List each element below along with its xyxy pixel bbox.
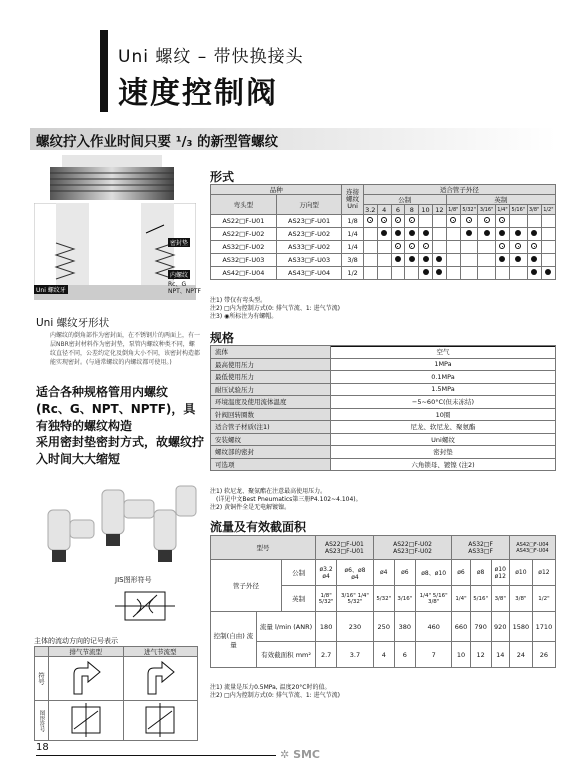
jis-symbol-label: JIS图形符号	[115, 576, 152, 584]
form-row	[211, 241, 556, 254]
flow-direction-title: 主体的流动方向的记号表示	[34, 637, 118, 645]
label-internal-thread: 内螺纹	[170, 272, 189, 279]
page-title: 速度控制阀	[118, 76, 278, 111]
form-row	[211, 228, 556, 241]
spec-value: −5~60°C(但未冻结)	[331, 396, 556, 409]
universal-model: AS33□F-U03	[276, 254, 342, 267]
jis-symbol	[115, 587, 175, 625]
smc-logo	[280, 748, 320, 761]
availability-cell	[495, 228, 509, 241]
metric-od: ø10	[509, 560, 532, 586]
availability-cell	[363, 267, 377, 280]
availability-cell	[363, 241, 377, 254]
availability-cell	[391, 241, 405, 254]
inch-od: 3/16"	[394, 586, 415, 612]
availability-cell	[541, 254, 555, 267]
dot-icon	[545, 269, 551, 275]
metric-size: 4	[377, 205, 391, 215]
thread-shape-title: Uni 螺纹牙形状	[36, 317, 110, 329]
metric-od: ø3.2 ø4	[316, 560, 337, 586]
dot-icon	[423, 256, 429, 262]
footer-rule	[36, 755, 276, 756]
flow-table	[210, 535, 556, 668]
effective-area: 26	[532, 642, 555, 668]
availability-cell	[419, 228, 433, 241]
inch-od: 3/8"	[509, 586, 532, 612]
spec-row	[211, 346, 556, 359]
availability-cell	[460, 241, 478, 254]
availability-cell	[405, 228, 419, 241]
spec-section-title: 规格	[210, 329, 556, 347]
spec-label: 环境温度及使用流体温度	[211, 396, 331, 409]
availability-cell	[405, 241, 419, 254]
availability-cell	[541, 228, 555, 241]
metric-size: 10	[419, 205, 433, 215]
availability-cell	[460, 228, 478, 241]
universal-model: AS23□F-U01	[276, 215, 342, 228]
inch-od: 1/4" 5/16" 3/8"	[415, 586, 452, 612]
h-inch-flow: 英制	[282, 586, 316, 612]
form-row	[211, 267, 556, 280]
spec-row	[211, 408, 556, 421]
bullseye-icon	[499, 243, 505, 249]
effective-area: 12	[470, 642, 491, 668]
bullseye-icon	[395, 217, 401, 223]
availability-cell	[527, 241, 541, 254]
spec-row	[211, 421, 556, 434]
form-note: 注2) □内为控制方式(0: 排气节流、1: 进气节流)	[210, 305, 340, 312]
availability-cell	[527, 254, 541, 267]
h-elbow: 弯头型	[211, 195, 277, 215]
availability-cell	[363, 215, 377, 228]
inch-size: 3/16"	[479, 206, 494, 213]
metric-od: ø12	[532, 560, 555, 586]
page-subtitle: Uni 螺纹 – 带快换接头	[118, 47, 304, 67]
availability-cell	[377, 228, 391, 241]
spec-row	[211, 371, 556, 384]
spec-value: Uni螺纹	[331, 433, 556, 446]
connect-thread: 1/4	[342, 228, 363, 241]
header-bar	[100, 30, 108, 112]
flow-rate: 1580	[509, 612, 532, 642]
form-table	[210, 184, 556, 280]
h-tube-od: 管子外径	[211, 560, 282, 612]
availability-cell	[432, 254, 446, 267]
inch-od: 1/8" 5/32"	[316, 586, 337, 612]
spec-value: 1.5MPa	[331, 383, 556, 396]
availability-cell	[391, 267, 405, 280]
inch-size: 1/8"	[448, 206, 459, 213]
availability-cell	[391, 254, 405, 267]
form-note: 注3) ◉所标注为有螺帽。	[210, 313, 278, 320]
availability-cell	[405, 267, 419, 280]
elbow-model: AS32□F-U02	[211, 241, 277, 254]
availability-cell	[391, 228, 405, 241]
flow-rate: 790	[470, 612, 491, 642]
availability-cell	[541, 215, 555, 228]
availability-cell	[446, 228, 460, 241]
dot-icon	[395, 256, 401, 262]
spec-label: 螺纹部的密封	[211, 446, 331, 459]
dot-icon	[436, 269, 442, 275]
availability-cell	[363, 228, 377, 241]
inch-od: 3/8"	[491, 586, 509, 612]
dot-icon	[409, 230, 415, 236]
bullseye-icon	[367, 217, 373, 223]
availability-cell	[377, 254, 391, 267]
spec-note: 注1) 软尼龙、聚氨酯在注意最高使用压力。	[210, 488, 327, 495]
col-intake: 进气节流型	[123, 647, 198, 657]
spec-value: 0.1MPa	[331, 371, 556, 384]
spec-label: 安装螺纹	[211, 433, 331, 446]
availability-cell	[419, 241, 433, 254]
row-symbol: 符号	[35, 657, 49, 701]
bullseye-icon	[515, 243, 521, 249]
availability-cell	[495, 215, 509, 228]
spec-row	[211, 446, 556, 459]
effective-area: 3.7	[337, 642, 374, 668]
metric-od: ø8、ø10	[415, 560, 452, 586]
availability-cell	[495, 254, 509, 267]
label-seal: 密封垫	[170, 240, 189, 247]
effective-area: 6	[394, 642, 415, 668]
col-exhaust: 排气节流型	[49, 647, 124, 657]
inch-od: 5/32"	[373, 586, 394, 612]
connect-thread: 3/8	[342, 254, 363, 267]
availability-cell	[363, 254, 377, 267]
availability-cell	[510, 241, 528, 254]
h-tube: 适合管子外径	[363, 185, 555, 195]
h-universal: 万向型	[276, 195, 342, 215]
inch-od: 5/16"	[470, 586, 491, 612]
spec-value: 空气	[331, 346, 556, 359]
availability-cell	[541, 241, 555, 254]
dot-icon	[499, 256, 505, 262]
availability-cell	[527, 215, 541, 228]
flow-note: 注1) 流量是压力0.5MPa, 温度20°C时的值。	[210, 684, 331, 691]
availability-cell	[405, 215, 419, 228]
model-col: AS42□F-U04 AS43□F-U04	[509, 536, 555, 560]
h-control: 控制(自由) 流量	[211, 612, 257, 668]
form-row	[211, 254, 556, 267]
elbow-model: AS42□F-U04	[211, 267, 277, 280]
exhaust-arrow-icon	[49, 657, 124, 701]
h-inch: 英制	[446, 195, 555, 205]
spec-label: 耐压试验压力	[211, 383, 331, 396]
intake-symbol-icon	[123, 701, 198, 741]
metric-size: 8	[405, 205, 419, 215]
dot-icon	[515, 256, 521, 262]
bullseye-icon	[409, 217, 415, 223]
bullseye-icon	[484, 217, 490, 223]
smc-logo-icon: ✲	[280, 748, 290, 761]
bullseye-icon	[499, 217, 505, 223]
availability-cell	[391, 215, 405, 228]
availability-cell	[460, 267, 478, 280]
availability-cell	[446, 241, 460, 254]
h-rate: 流量 l/min (ANR)	[257, 612, 316, 642]
effective-area: 10	[452, 642, 470, 668]
bullseye-icon	[531, 243, 537, 249]
h-metric-flow: 公制	[282, 560, 316, 586]
inch-size: 1/4"	[497, 206, 508, 213]
metric-size: 12	[432, 205, 446, 215]
availability-cell	[478, 267, 496, 280]
form-notes	[210, 297, 340, 321]
form-row	[211, 215, 556, 228]
spec-row	[211, 458, 556, 471]
availability-cell	[446, 254, 460, 267]
form-section-title: 形式	[210, 168, 556, 186]
inch-od: 1/2"	[532, 586, 555, 612]
page-number: 18	[36, 742, 49, 753]
bullseye-icon	[395, 243, 401, 249]
exhaust-symbol-icon	[49, 701, 124, 741]
spec-value: 10圈	[331, 408, 556, 421]
spec-value: 密封垫	[331, 446, 556, 459]
availability-cell	[446, 267, 460, 280]
flow-rate: 380	[394, 612, 415, 642]
flow-notes	[210, 684, 340, 700]
bullseye-icon	[381, 217, 387, 223]
spec-note: 注2) 黄铜件全是无电解镀镍。	[210, 504, 291, 511]
availability-cell	[446, 215, 460, 228]
model-col: AS22□F-U01 AS23□F-U01	[316, 536, 374, 560]
availability-cell	[478, 215, 496, 228]
thread-shape-description: 内螺纹的倒角部作为密封面，在不锈钢片的两面上，有一层NBR密封材料作为密封垫，泵管内螺纹种类不同，螺纹直径不同，公差约定化及倒角大小不同，该密封构造都能实现密封。(与通常螺纹的内螺纹都可使用。)	[50, 332, 201, 366]
spec-notes	[210, 488, 362, 512]
availability-cell	[495, 241, 509, 254]
inch-size: 5/32"	[462, 206, 476, 213]
spec-label: 最高使用压力	[211, 358, 331, 371]
availability-cell	[495, 267, 509, 280]
band-text: 螺纹拧入作业时间只要 ¹/₃ 的新型管螺纹	[36, 134, 279, 150]
fitting-thread-image	[42, 155, 182, 200]
bullseye-icon	[409, 243, 415, 249]
effective-area: 4	[373, 642, 394, 668]
availability-cell	[478, 241, 496, 254]
form-note: 注1) 带仅有弯头型。	[210, 297, 267, 304]
spec-label: 适合管子材质(注1)	[211, 421, 331, 434]
inch-od: 3/16" 1/4" 5/32"	[337, 586, 374, 612]
flow-rate: 180	[316, 612, 337, 642]
connect-thread: 1/4	[342, 241, 363, 254]
availability-cell	[510, 228, 528, 241]
availability-cell	[527, 267, 541, 280]
intake-arrow-icon	[123, 657, 198, 701]
metric-od: ø6、ø8 ø4	[337, 560, 374, 586]
availability-cell	[432, 215, 446, 228]
label-uni-thread: Uni 螺纹牙	[36, 287, 66, 294]
spec-table	[210, 345, 556, 471]
availability-cell	[432, 267, 446, 280]
feature-1: 适合各种规格管用内螺纹 (Rc、G、NPT、NPTF)，具有独特的螺纹构造	[36, 385, 196, 433]
label-thread-types: Rc、G NPT、NPTF	[168, 281, 201, 295]
availability-cell	[419, 267, 433, 280]
bullseye-icon	[450, 217, 456, 223]
metric-size: 6	[391, 205, 405, 215]
availability-cell	[541, 267, 555, 280]
model-col: AS32□F AS33□F	[452, 536, 509, 560]
spec-label: 最低使用压力	[211, 371, 331, 384]
row-graphic: 图形符号	[35, 701, 49, 741]
h-product: 品种	[211, 185, 342, 195]
dot-icon	[531, 256, 537, 262]
universal-model: AS33□F-U02	[276, 241, 342, 254]
dot-icon	[436, 256, 442, 262]
flow-rate: 230	[337, 612, 374, 642]
effective-area: 24	[509, 642, 532, 668]
availability-cell	[527, 228, 541, 241]
spec-note: (详见中文Best Pneumatics第三册P4.102~4.104)。	[210, 496, 362, 503]
dot-icon	[531, 230, 537, 236]
effective-area: 7	[415, 642, 452, 668]
inch-size: 1/2"	[543, 206, 554, 213]
spec-row	[211, 383, 556, 396]
effective-area: 2.7	[316, 642, 337, 668]
h-area: 有效截面积 mm²	[257, 642, 316, 668]
elbow-model: AS32□F-U03	[211, 254, 277, 267]
flow-rate: 660	[452, 612, 470, 642]
metric-od: ø6	[394, 560, 415, 586]
availability-cell	[478, 228, 496, 241]
metric-od: ø10 ø12	[491, 560, 509, 586]
dot-icon	[531, 269, 537, 275]
connect-thread: 1/2	[342, 267, 363, 280]
availability-cell	[419, 215, 433, 228]
universal-model: AS23□F-U02	[276, 228, 342, 241]
availability-cell	[510, 254, 528, 267]
spec-label: 可选项	[211, 458, 331, 471]
availability-cell	[478, 254, 496, 267]
spec-row	[211, 433, 556, 446]
metric-od: ø6	[452, 560, 470, 586]
spec-value: 尼龙、软尼龙、聚氨酯	[331, 421, 556, 434]
flow-note: 注2) □内为控制方式(0: 排气节流、1: 进气节流)	[210, 692, 340, 699]
connect-thread: 1/8	[342, 215, 363, 228]
availability-cell	[419, 254, 433, 267]
spec-value: 1MPa	[331, 358, 556, 371]
availability-cell	[377, 241, 391, 254]
flow-section-title: 流量及有效截面积	[210, 518, 556, 536]
flow-rate: 1710	[532, 612, 555, 642]
spec-row	[211, 358, 556, 371]
dot-icon	[423, 230, 429, 236]
spec-value: 六角锁母、镀镍 (注2)	[331, 458, 556, 471]
dot-icon	[515, 230, 521, 236]
flow-direction-table	[34, 646, 198, 741]
inch-size: 5/16"	[511, 206, 526, 213]
availability-cell	[432, 241, 446, 254]
spec-row	[211, 396, 556, 409]
dot-icon	[409, 256, 415, 262]
metric-size: 3.2	[365, 205, 376, 214]
metric-od: ø4	[373, 560, 394, 586]
bullseye-icon	[423, 243, 429, 249]
flow-rate: 460	[415, 612, 452, 642]
availability-cell	[377, 267, 391, 280]
spec-label: 针阀回转圈数	[211, 408, 331, 421]
availability-cell	[460, 254, 478, 267]
h-model: 型号	[211, 536, 316, 560]
h-connect: 连接螺纹 Uni	[342, 185, 363, 215]
inch-od: 1/4"	[452, 586, 470, 612]
availability-cell	[377, 215, 391, 228]
inch-size: 3/8"	[528, 206, 540, 213]
dot-icon	[484, 230, 490, 236]
availability-cell	[510, 267, 528, 280]
dot-icon	[466, 230, 472, 236]
dot-icon	[395, 230, 401, 236]
availability-cell	[432, 228, 446, 241]
product-photos	[40, 480, 204, 570]
effective-area: 14	[491, 642, 509, 668]
metric-od: ø8	[470, 560, 491, 586]
brand-text: SMC	[293, 748, 321, 761]
elbow-model: AS22□F-U02	[211, 228, 277, 241]
dot-icon	[381, 230, 387, 236]
spec-label: 流体	[211, 346, 331, 359]
elbow-model: AS22□F-U01	[211, 215, 277, 228]
feature-2: 采用密封垫密封方式，故螺纹拧入时间大大缩短	[36, 435, 205, 466]
model-col: AS22□F-U02 AS23□F-U02	[373, 536, 452, 560]
availability-cell	[460, 215, 478, 228]
availability-cell	[405, 254, 419, 267]
dot-icon	[423, 269, 429, 275]
h-metric: 公制	[363, 195, 446, 205]
flow-rate: 250	[373, 612, 394, 642]
bullseye-icon	[466, 217, 472, 223]
dot-icon	[499, 230, 505, 236]
availability-cell	[510, 215, 528, 228]
universal-model: AS43□F-U04	[276, 267, 342, 280]
flow-rate: 920	[491, 612, 509, 642]
